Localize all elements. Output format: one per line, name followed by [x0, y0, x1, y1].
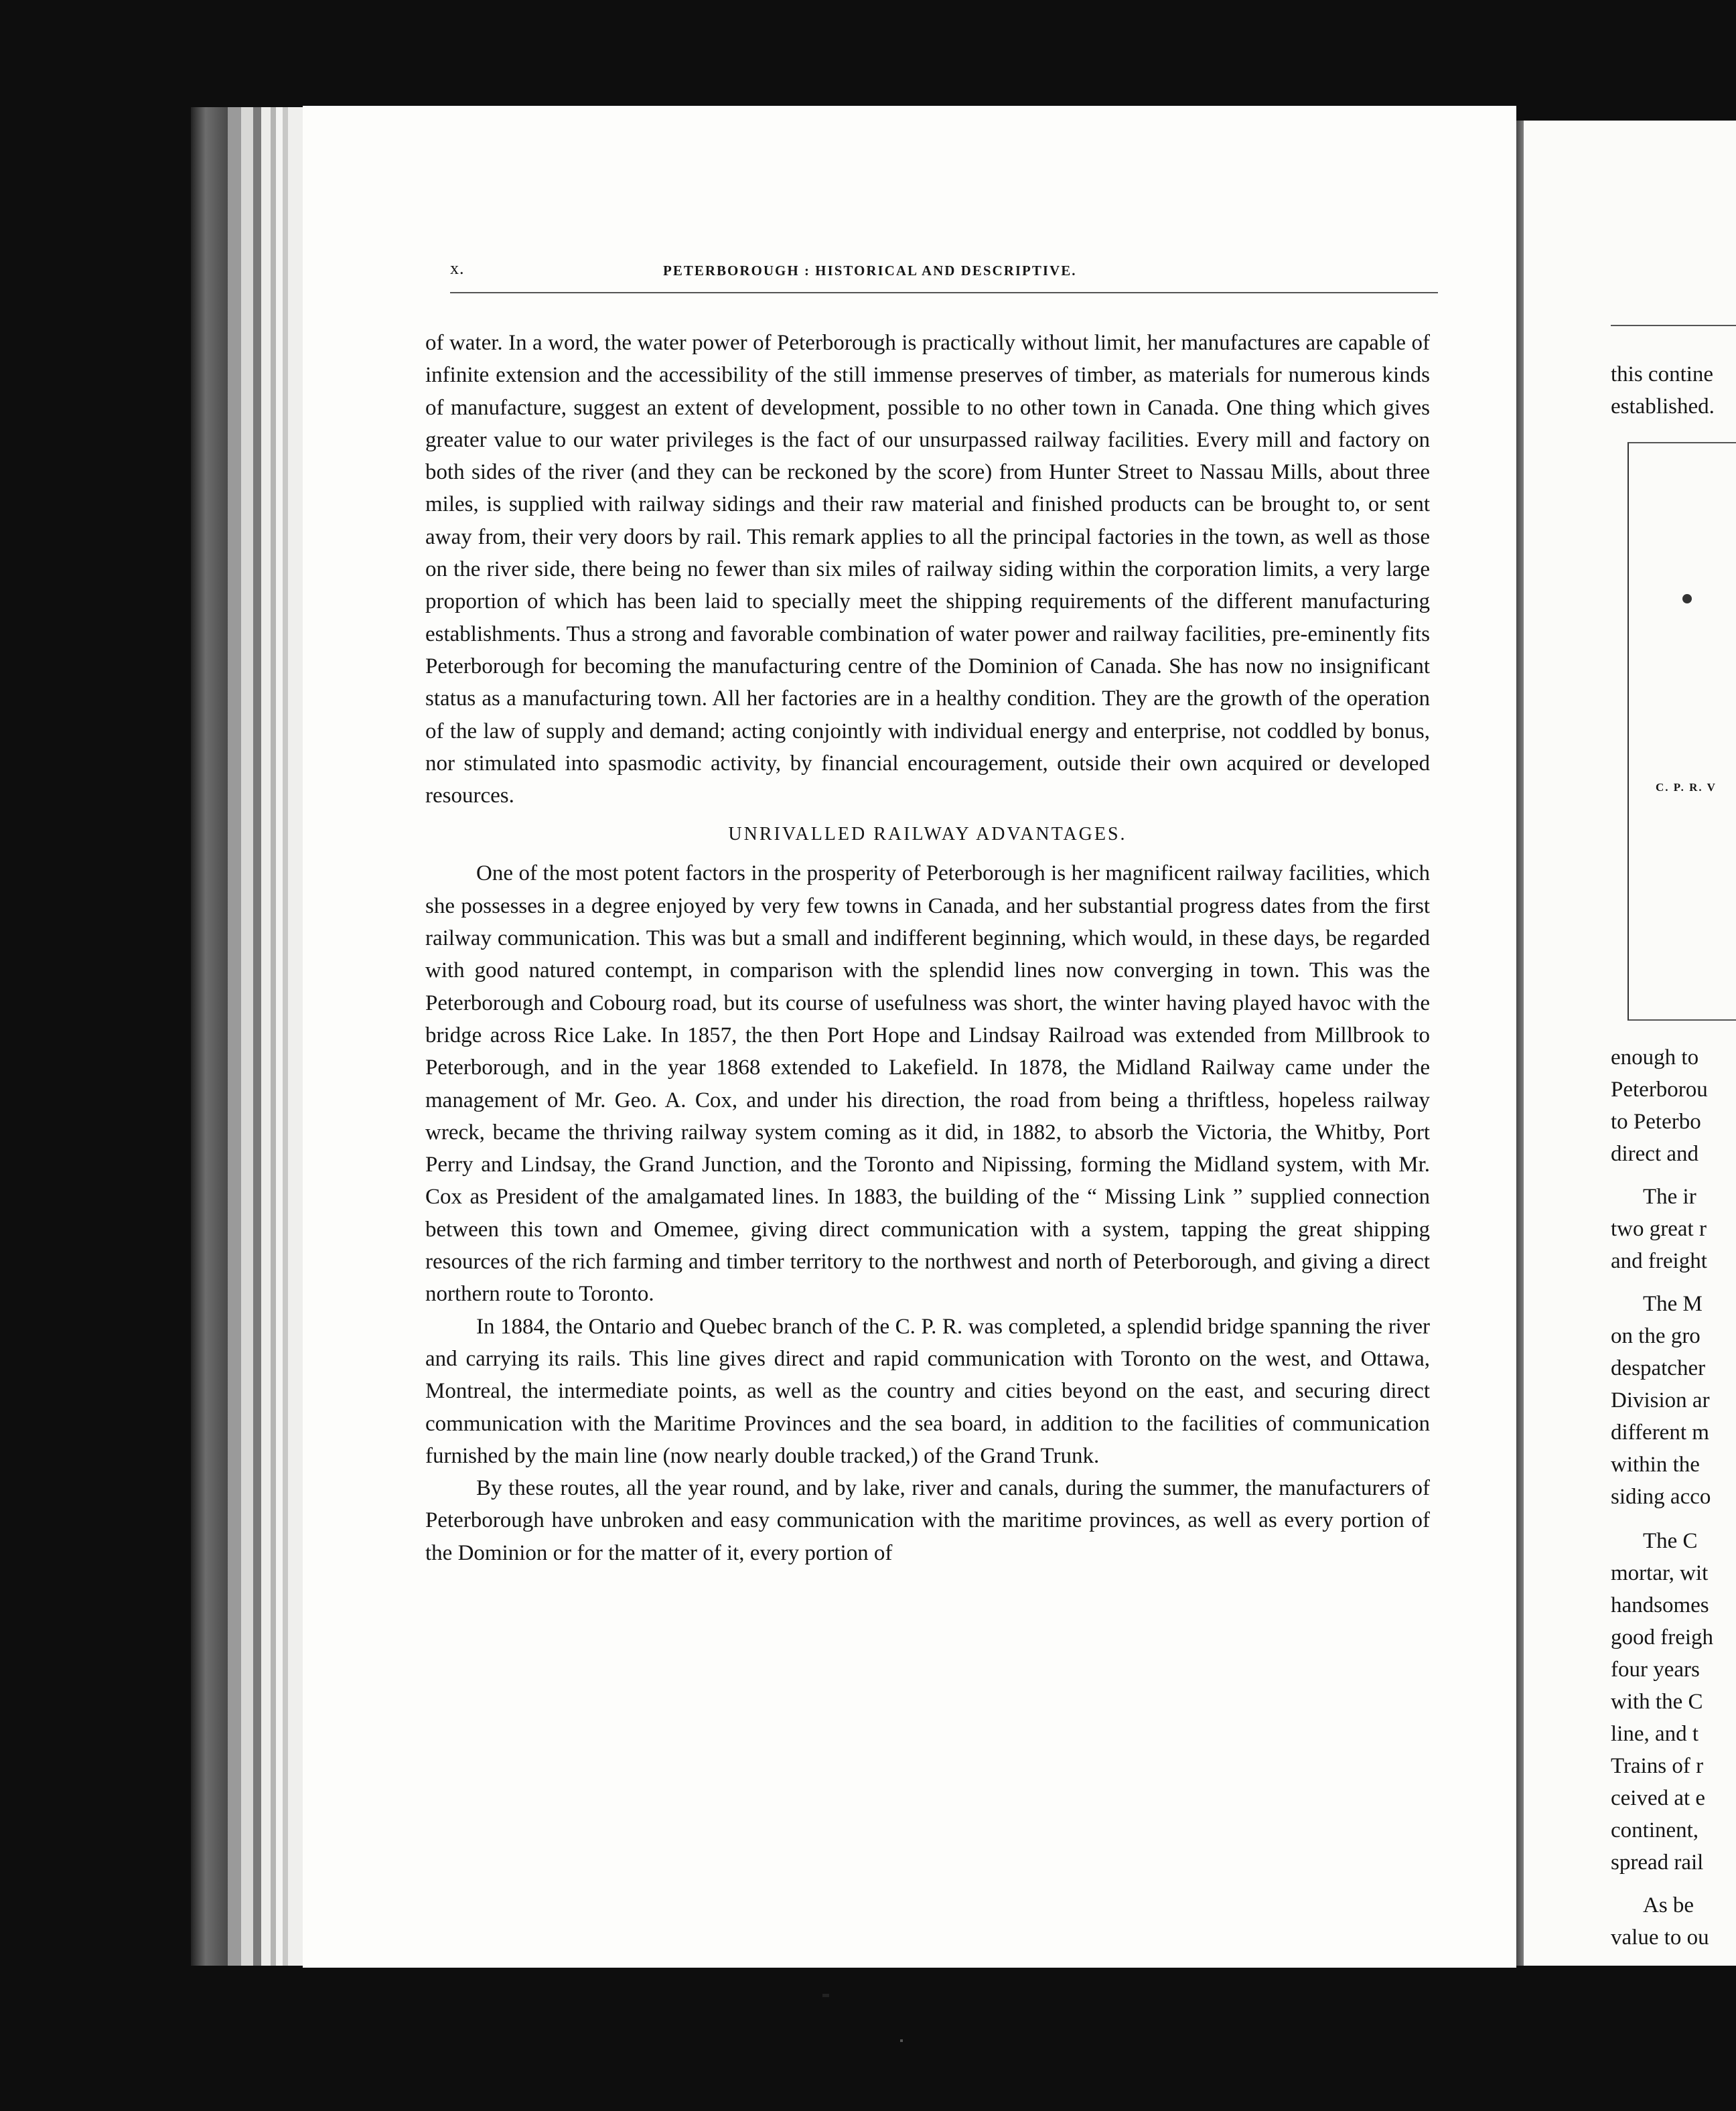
- facing-page-line: with the C: [1611, 1690, 1703, 1714]
- facing-page-line: The M: [1643, 1292, 1703, 1316]
- facing-page-line: enough to: [1611, 1045, 1699, 1070]
- facing-page: [1524, 121, 1736, 1966]
- book-page: [303, 106, 1516, 1968]
- facing-page-line: direct and: [1611, 1142, 1699, 1166]
- facing-page-line: spread rail: [1611, 1850, 1704, 1875]
- facing-page-line: As be: [1643, 1893, 1694, 1917]
- paragraph-intro: of water. In a word, the water power of Peterborough is practically without limit, her manufactures are capable of infinite extension and the accessibility of the still immense preserves of timber, as materials for numerous kinds of manufacture, suggest an extent of development, possible to no other town in Canada. One thing which gives greater value to our water privileges is the fact of our unsurpassed railway facilities. Every mill and factory on both sides of the river (and they can be reckoned by the score) from Hunter Street to Nassau Mills, about three miles, is supplied with railway sidings and their raw material and finished products can be brought to, or sent away from, their very doors by rail. This remark applies to all the principal factories in the town, as well as those on the river side, there being no fewer than six miles of railway siding within the corporation limits, a very large proportion of which has been laid to specially meet the shipping requirements of the different manufacturing establishments. Thus a strong and favorable combination of water power and railway facilities, pre-eminently fits Peterborough for becoming the manufacturing centre of the Dominion of Canada. She has now no insignificant status as a manufacturing town. All her factories are in a healthy condition. They are the growth of the operation of the law of supply and demand; acting conjointly with individual energy and enterprise, not coddled by bonus, nor stimulated into spasmodic activity, by financial encouragement, outside their own acquired or developed resources.: [425, 331, 1430, 808]
- body-text: [425, 327, 1430, 1569]
- facing-page-line: good freigh: [1611, 1625, 1714, 1650]
- facing-page-line: two great r: [1611, 1217, 1707, 1241]
- page-number: x.: [450, 259, 465, 278]
- facing-page-line: ceived at e: [1611, 1786, 1706, 1810]
- facing-page-line: continent,: [1611, 1818, 1699, 1842]
- figure-mark: [1682, 594, 1692, 603]
- page-header: [450, 259, 1455, 285]
- facing-page-line: within the: [1611, 1453, 1700, 1477]
- facing-page-figure: [1628, 442, 1736, 1021]
- facing-page-line: to Peterbo: [1611, 1110, 1701, 1134]
- facing-page-line: handsomes: [1611, 1593, 1709, 1617]
- facing-page-line: value to ou: [1611, 1925, 1709, 1950]
- facing-page-content: [1524, 121, 1736, 1966]
- paragraph: One of the most potent factors in the prosperity of Peterborough is her magnificent railway facilities, which she possesses in a degree enjoyed by very few towns in Canada, and her substantial progress dates from the first railway communication. This was but a small and indifferent beginning, which would, in these days, be regarded with good natured contempt, in comparison with the splendid lines now converging in town. This was the Peterborough and Cobourg road, but its course of usefulness was short, the winter having played havoc with the bridge across Rice Lake. In 1857, the then Port Hope and Lindsay Railroad was extended from Millbrook to Peterborough, and in the year 1868 extended to Lakefield. In 1878, the Midland Railway came under the management of Mr. Geo. A. Cox, and under his direction, the road from being a thriftless, hopeless railway wreck, became the thriving railway system coming as it did, in 1882, to absorb the Victoria, the Whitby, Port Perry and Lindsay, the Grand Junction, and the Toronto and Nipissing, forming the Midland system, with Mr. Cox as President of the amalgamated lines. In 1883, the building of the “ Missing Link ” supplied connection between this town and Omemee, giving direct communication with a system, tapping the great shipping resources of the rich farming and timber territory to the northwest and north of Peterborough, and giving a direct northern route to Toronto.: [425, 861, 1430, 1307]
- facing-page-line: different m: [1611, 1421, 1709, 1445]
- facing-page-line: Peterborou: [1611, 1078, 1708, 1102]
- facing-page-line: and freight: [1611, 1249, 1707, 1273]
- header-rule: [450, 292, 1438, 293]
- paragraph: In 1884, the Ontario and Quebec branch of the C. P. R. was completed, a splendid bridge spanning the river and carrying its rails. This line gives direct and rapid communication with Toronto on the west, and Ottawa, Montreal, the intermediate points, as well as the country and cities beyond on the east, and securing direct communication with the Maritime Provinces and the sea board, in addition to the facilities of communication furnished by the main line (now nearly double tracked,) of the Grand Trunk.: [425, 1314, 1430, 1468]
- book-fore-edge: [191, 107, 305, 1966]
- paragraph: By these routes, all the year round, and by lake, river and canals, during the summer, the manufacturers of Peterborough have unbroken and easy communication with the maritime provinces, as well as every portion of the Dominion or for the matter of it, every portion of: [425, 1476, 1430, 1565]
- facing-page-line: despatcher: [1611, 1356, 1706, 1380]
- facing-page-line: Division ar: [1611, 1388, 1710, 1412]
- facing-page-line: this contine: [1611, 362, 1714, 386]
- figure-label: C. P. R. V: [1656, 781, 1717, 794]
- facing-page-line: The C: [1643, 1529, 1698, 1553]
- facing-page-line: mortar, wit: [1611, 1561, 1709, 1585]
- running-head: PETERBOROUGH : HISTORICAL AND DESCRIPTIVE.: [663, 263, 1077, 279]
- facing-page-line: line, and t: [1611, 1722, 1699, 1746]
- facing-page-line: established.: [1611, 394, 1715, 419]
- section-heading: UNRIVALLED RAILWAY ADVANTAGES.: [728, 824, 1127, 845]
- facing-page-header-rule: [1611, 325, 1736, 326]
- facing-page-line: four years: [1611, 1658, 1700, 1682]
- facing-page-line: The ir: [1643, 1185, 1696, 1209]
- facing-page-line: siding acco: [1611, 1485, 1711, 1509]
- facing-page-line: Trains of r: [1611, 1754, 1704, 1778]
- print-speck: [822, 1994, 829, 1997]
- print-speck: [900, 2039, 903, 2042]
- facing-page-line: on the gro: [1611, 1324, 1701, 1348]
